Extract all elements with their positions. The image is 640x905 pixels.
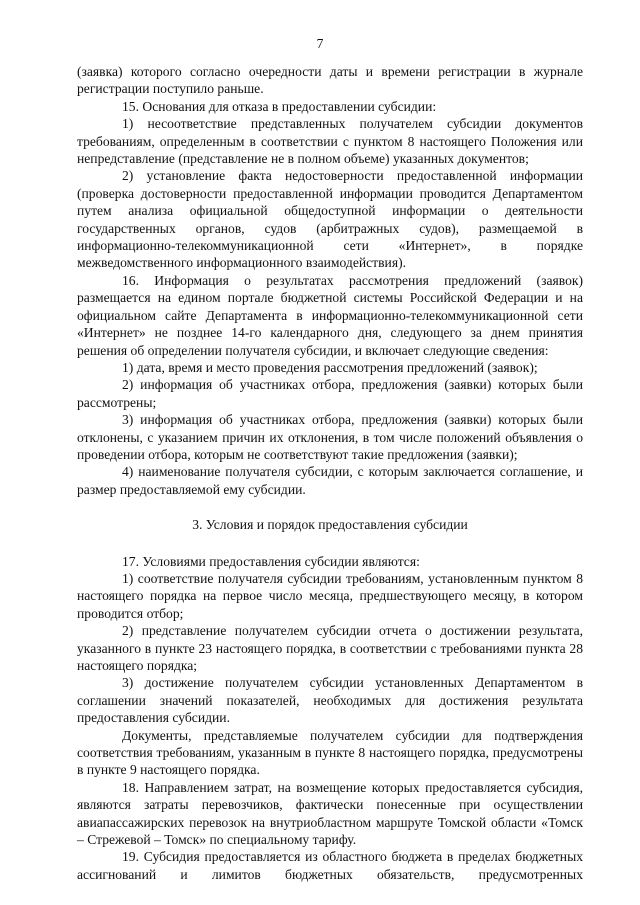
paragraph-subitem-17-2: 2) представление получателем субсидии отчета о достижении результата, указанного в пункте 23 настоящего порядка, в соответствии с требованиями пункта 28 настоящего порядка; [77, 623, 583, 673]
paragraph-subitem-15-2: 2) установление факта недостоверности предоставленной информации (проверка достоверности предоставленной информации проводится Департаментом путем анализа официальной общедоступной информации о деятельности государственных органов, судов (арбитражных судов), размещаемой в информационно-телекоммуникационной сети «Интернет», в порядке межведомственного информационного взаимодействия). [77, 168, 583, 271]
paragraph-subitem-16-1: 1) дата, время и место проведения рассмотрения предложений (заявок); [122, 359, 538, 375]
paragraph-subitem-17-1: 1) соответствие получателя субсидии требованиям, установленным пунктом 8 настоящего порядка на первое число месяца, предшествующего месяцу, в котором проводится отбор; [77, 570, 583, 621]
paragraphs-before-heading [77, 63, 583, 498]
section-heading: 3. Условия и порядок предоставления субсидии [192, 517, 468, 533]
paragraph-item-19: 19. Субсидия предоставляется из областного бюджета в пределах бюджетных ассигнований и лимитов бюджетных обязательств, предусмотренных [77, 849, 583, 882]
paragraph-item-16: 16. Информация о результатах рассмотрения предложений (заявок) размещается на едином портале бюджетной системы Российской Федерации и на официальном сайте Департамента в информационно-телекоммуникационной сети «Интернет» не позднее 14-го календарного дня, следующего за днем принятия решения об определении получателя субсидии, и включает следующие сведения: [77, 272, 583, 358]
paragraph-documents: Документы, представляемые получателем субсидии для подтверждения соответствия требованиям, указанным в пункте 8 настоящего порядка, предусмотрены в пункте 9 настоящего порядка. [77, 727, 583, 778]
paragraph-item-17: 17. Условиями предоставления субсидии являются: [122, 553, 420, 569]
document-body [77, 63, 583, 883]
paragraph-subitem-15-1: 1) несоответствие представленных получателем субсидии документов требованиям, определенным в соответствии с пунктом 8 настоящего Положения или непредставление (представление не в полном объеме) указанных документов; [77, 116, 583, 167]
page-number: 7 [316, 36, 324, 51]
paragraph-continuation: (заявка) которого согласно очередности даты и времени регистрации в журнале регистрации поступило раньше. [77, 64, 583, 97]
paragraph-item-15: 15. Основания для отказа в предоставлении субсидии: [122, 98, 437, 114]
paragraphs-after-heading [77, 553, 583, 884]
paragraph-item-18: 18. Направлением затрат, на возмещение которых предоставляется субсидия, являются затраты перевозчиков, фактически понесенные при осуществлении авиапассажирских перевозок на внутриобластном маршруте Томской области «Томск – Стрежевой – Томск» по специальному тарифу. [77, 779, 583, 848]
paragraph-subitem-16-4: 4) наименование получателя субсидии, с которым заключается соглашение, и размер предоставляемой ему субсидии. [77, 464, 583, 497]
paragraph-subitem-17-3: 3) достижение получателем субсидии установленных Департаментом в соглашении значений показателей, необходимых для достижения результата предоставления субсидии. [77, 675, 583, 726]
paragraph-subitem-16-3: 3) информация об участниках отбора, предложения (заявки) которых были отклонены, с указанием причин их отклонения, в том числе положений объявления о проведении отбора, которым не соответствуют такие предложения (заявки); [77, 412, 583, 462]
paragraph-subitem-16-2: 2) информация об участниках отбора, предложения (заявки) которых были рассмотрены; [77, 377, 583, 410]
